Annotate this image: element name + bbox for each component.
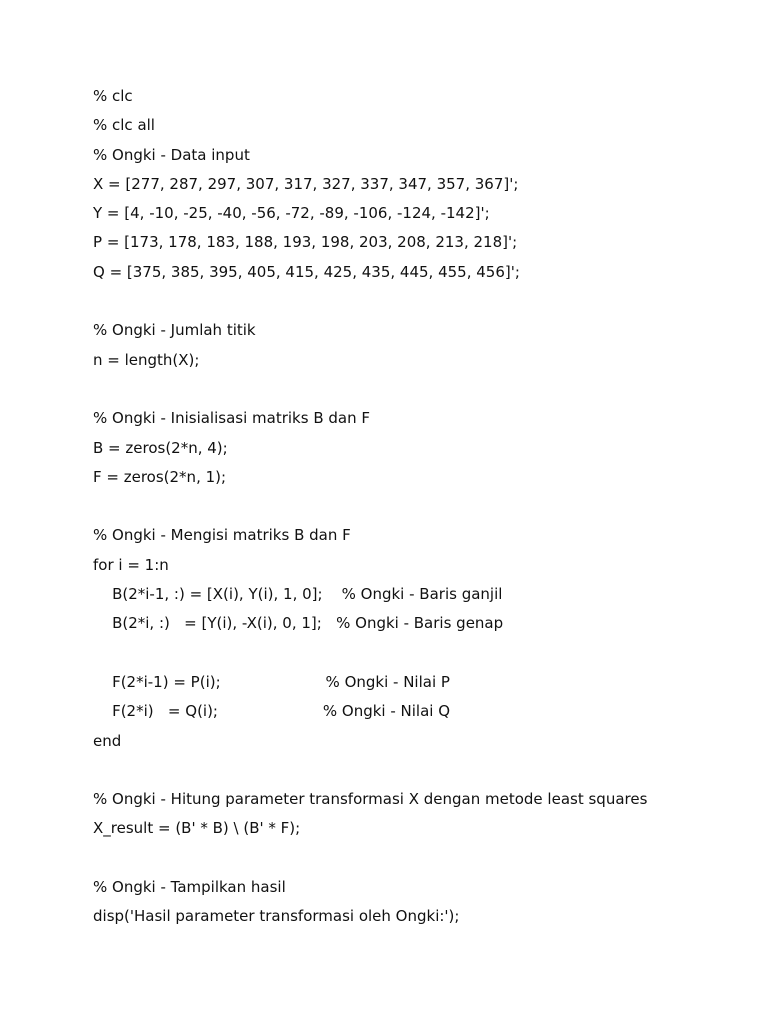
code-line: Y = [4, -10, -25, -40, -56, -72, -89, -106, -124, -142]'; (93, 204, 490, 223)
code-line: end (93, 731, 122, 750)
code-line: % Ongki - Tampilkan hasil (93, 878, 286, 897)
code-line: % Ongki - Inisialisasi matriks B dan F (93, 409, 370, 428)
code-line: F = zeros(2*n, 1); (93, 467, 227, 486)
code-line: % Ongki - Jumlah titik (93, 321, 256, 340)
blank-line (93, 846, 733, 875)
code-line: P = [173, 178, 183, 188, 193, 198, 203, 208, 213, 218]'; (93, 233, 518, 252)
blank-line (93, 377, 733, 406)
code-line: B = zeros(2*n, 4); (93, 438, 228, 457)
code-listing (93, 84, 733, 934)
code-line: % Ongki - Mengisi matriks B dan F (93, 526, 351, 545)
code-line: Q = [375, 385, 395, 405, 415, 425, 435, 445, 455, 456]'; (93, 262, 520, 281)
code-line: X_result = (B' * B) \ (B' * F); (93, 819, 301, 838)
code-line: B(2*i-1, :) = [X(i), Y(i), 1, 0]; % Ongki - Baris ganjil (93, 585, 503, 604)
code-line: % Ongki - Hitung parameter transformasi X dengan metode least squares (93, 790, 648, 809)
blank-line (93, 494, 733, 523)
code-line: for i = 1:n (93, 555, 169, 574)
code-line: X = [277, 287, 297, 307, 317, 327, 337, 347, 357, 367]'; (93, 174, 519, 193)
blank-line (93, 289, 733, 318)
blank-line (93, 758, 733, 787)
blank-line (93, 641, 733, 670)
code-line: % clc all (93, 116, 155, 135)
code-line: % Ongki - Data input (93, 145, 250, 164)
code-line: F(2*i) = Q(i); % Ongki - Nilai Q (93, 702, 451, 721)
code-line: % clc (93, 87, 133, 105)
code-line: F(2*i-1) = P(i); % Ongki - Nilai P (93, 672, 450, 691)
code-line: n = length(X); (93, 350, 200, 369)
code-line: B(2*i, :) = [Y(i), -X(i), 0, 1]; % Ongki - Baris genap (93, 614, 504, 633)
code-line: disp('Hasil parameter transformasi oleh Ongki:'); (93, 907, 460, 926)
